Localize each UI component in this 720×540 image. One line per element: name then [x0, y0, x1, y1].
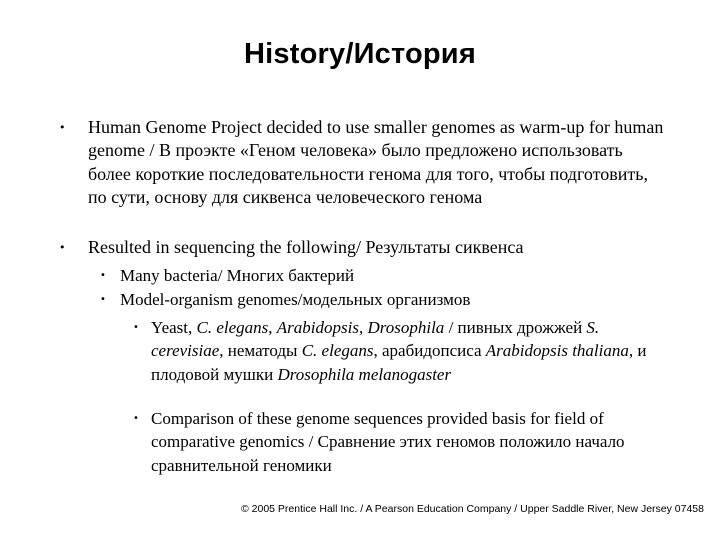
bullet-item-genome-project — [59, 116, 668, 209]
species-name: Drosophila melanogaster — [277, 364, 452, 384]
sub-bullet-model-organisms — [100, 288, 660, 311]
sub-sub-bullet-organisms — [133, 316, 661, 386]
bullet-icon: • — [59, 121, 66, 134]
bullet-icon: • — [59, 241, 66, 254]
species-name: Arabidopsis — [276, 318, 359, 337]
organism-list-text: Yeast, C. elegans, Arabidopsis, Drosophila / пивных дрожжей S. cerevisiae, нематоды C. elegans, арабидопсиса Arabidopsis thaliana, и плодовой мушки Drosophila melanogaster — [151, 318, 647, 384]
species-name: Arabidopsis thaliana — [485, 341, 629, 361]
sub-bullet-text: Model-organism genomes/модельных организмов — [120, 290, 471, 309]
sub-bullet-bacteria — [100, 264, 660, 287]
species-name: Drosophila — [367, 318, 445, 337]
bullet-icon: • — [100, 270, 106, 281]
bullet-item-resulted — [59, 236, 668, 259]
sub-bullet-text: Many bacteria/ Многих бактерий — [120, 266, 355, 285]
slide-title: History/История — [244, 38, 476, 70]
bullet-text: Human Genome Project decided to use smaller genomes as warm-up for human genome / В проэкте «Геном человека» было предложено использовать более короткие последовательности генома для того, чтобы подготовить, по сути, основу для сиквенса человеческого генома — [88, 117, 664, 207]
sub-sub-bullet-comparison — [133, 407, 661, 477]
species-name: C. elegans — [196, 318, 269, 337]
comparison-text: Comparison of these genome sequences provided basis for field of comparative genomics / Сравнение этих геномов положило начало сравнительной геномики — [151, 409, 625, 475]
bullet-text: Resulted in sequencing the following/ Результаты сиквенса — [88, 237, 524, 257]
species-name: S. cerevisiae — [151, 318, 600, 361]
bullet-icon: • — [133, 413, 139, 424]
copyright-footer: © 2005 Prentice Hall Inc. / A Pearson Education Company / Upper Saddle River, New Jersey 07458 — [241, 503, 704, 515]
bullet-icon: • — [133, 322, 139, 333]
species-name: C. elegans — [301, 341, 374, 361]
bullet-icon: • — [100, 294, 106, 305]
